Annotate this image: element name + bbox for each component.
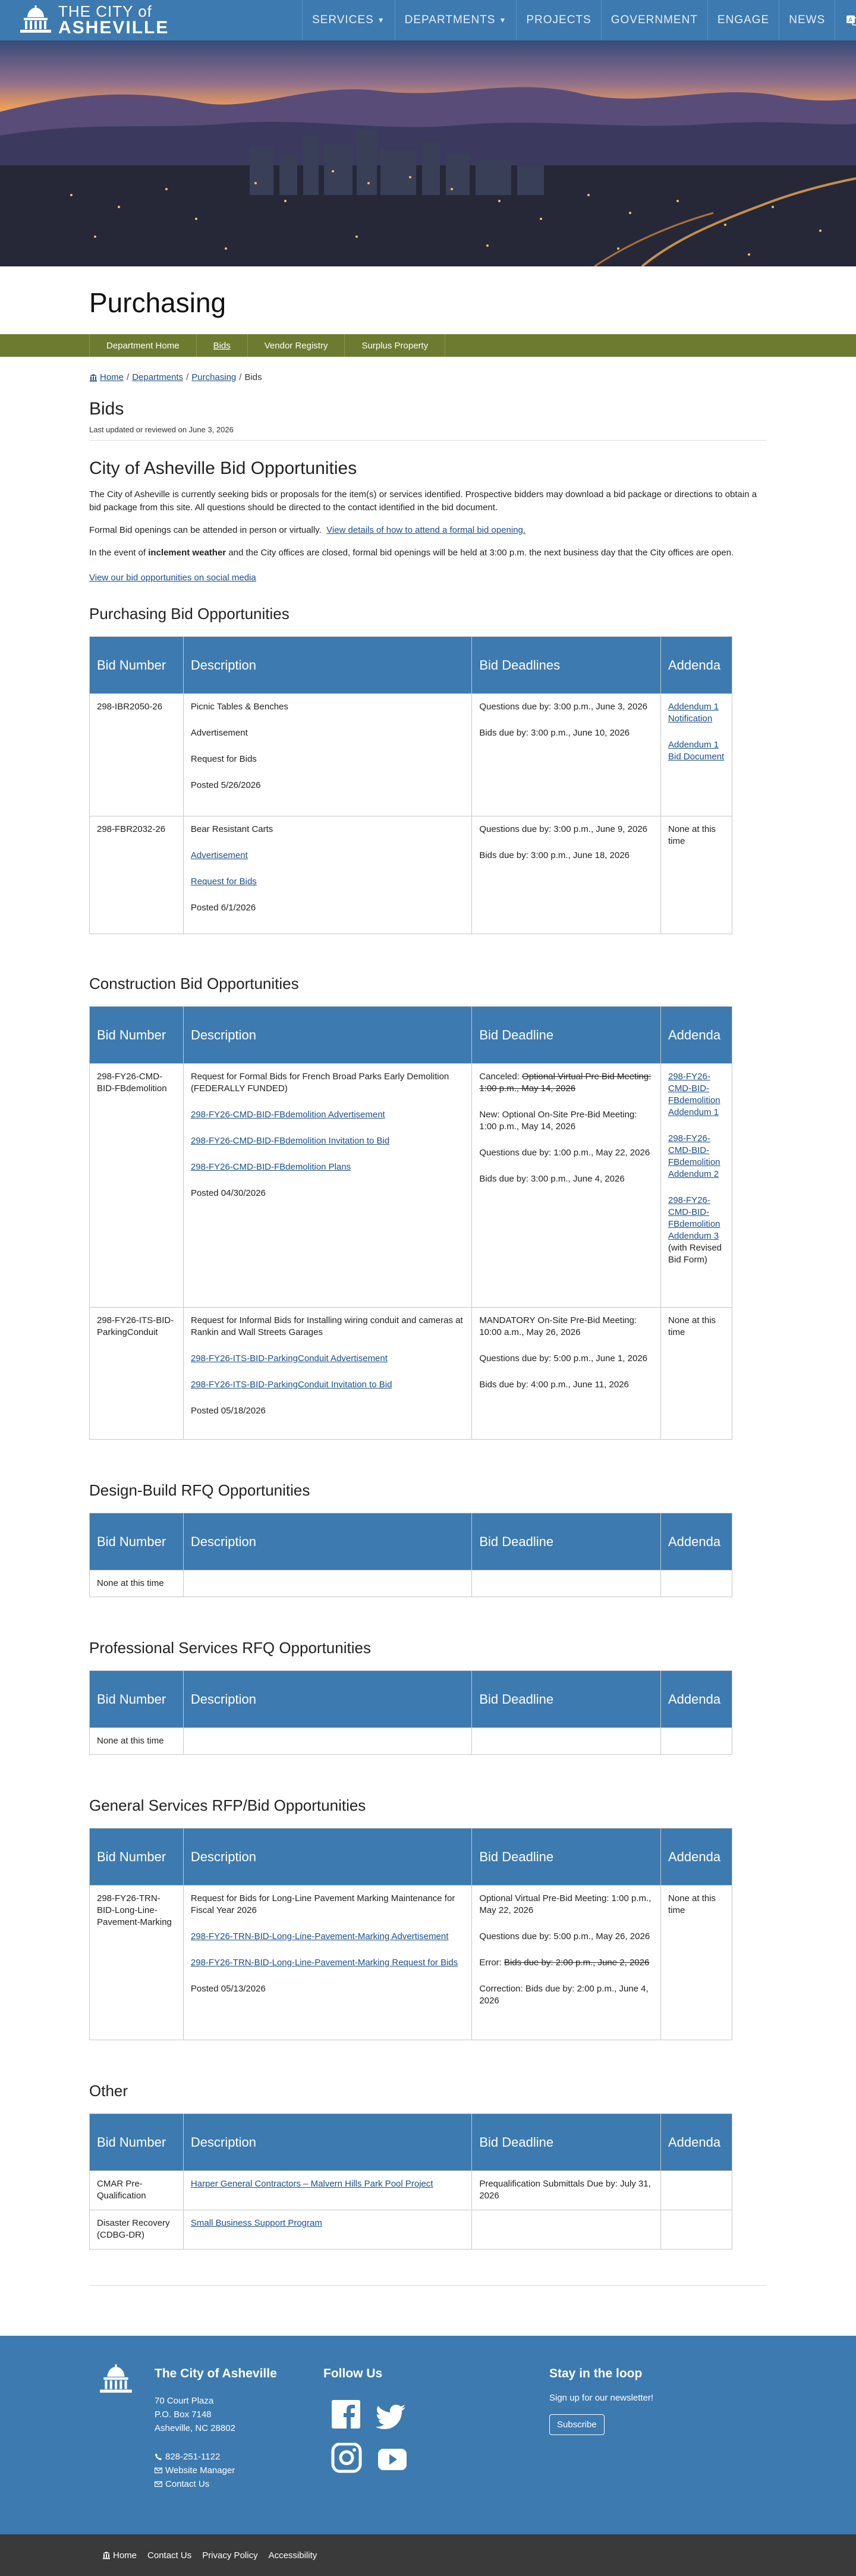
col-bid-deadline: Bid Deadline [472, 2114, 661, 2171]
contact-us-link[interactable] [155, 2477, 235, 2491]
footer-address [155, 2394, 235, 2435]
bid-number-cell: Disaster Recovery (CDBG-DR) [90, 2210, 184, 2250]
request-for-bids-text: Request for Bids [190, 754, 257, 764]
col-bid-number: Bid Number [90, 1513, 184, 1570]
col-addenda: Addenda [660, 1007, 732, 1064]
addenda-cell: None at this time [660, 1886, 732, 2040]
weather-text-b: and the City offices are closed, formal bid openings will be held at 3:00 p.m. the next business day that the City offices are open. [228, 548, 734, 558]
none-cell: None at this time [90, 1570, 184, 1597]
nav-government-label: GOVERNMENT [610, 14, 698, 26]
advertisement-link[interactable]: 298-FY26-CMD-BID-FBdemolition Advertisement [190, 1110, 385, 1120]
bottom-home-link[interactable] [102, 2550, 137, 2561]
subnav-bids[interactable]: Bids [197, 334, 248, 357]
description-cell [183, 1308, 471, 1440]
weather-text-a: In the event of [89, 548, 146, 558]
phone-number: 828-251-1122 [165, 2452, 221, 2462]
deadline-cell [472, 694, 661, 816]
posted-date: Posted 6/1/2026 [190, 903, 256, 913]
questions-due: Questions due by: 5:00 p.m., June 1, 2026 [479, 1353, 648, 1364]
posted-date: Posted 05/13/2026 [190, 1984, 266, 1994]
purchasing-section-title: Purchasing Bid Opportunities [89, 605, 289, 623]
newsletter-signup-text: Sign up for our newsletter! [549, 2393, 654, 2403]
other-section-title: Other [89, 2082, 128, 2100]
small-business-support-link[interactable]: Small Business Support Program [190, 2218, 322, 2228]
table-header-row [90, 1513, 732, 1570]
error-deadline-text: Bids due by: 2:00 p.m., June 2, 2026 [504, 1958, 650, 1968]
bids-due: Bids due by: 3:00 p.m., June 10, 2026 [479, 728, 630, 738]
mandatory-meeting: MANDATORY On-Site Pre-Bid Meeting: 10:00 a.m., May 26, 2026 [479, 1315, 637, 1337]
nav-engage[interactable] [707, 0, 779, 40]
stay-in-loop-title: Stay in the loop [549, 2367, 643, 2380]
questions-due: Questions due by: 1:00 p.m., May 22, 2026 [479, 1148, 650, 1158]
col-description: Description [183, 1829, 471, 1886]
addendum-3-link[interactable]: 298-FY26-CMD-BID-FBdemolition Addendum 3 [668, 1195, 720, 1241]
phone-icon [155, 2453, 162, 2461]
intro-paragraph: The City of Asheville is currently seeking bids or proposals for the item(s) or services identified. Prospective bidders may download a bid package or directions to obtain a bid package from this site. All questions should be directed to the contact identified in the bid document. [89, 489, 757, 513]
bid-number-cell: 298-FY26-TRN-BID-Long-Line-Pavement-Marking [90, 1886, 184, 2040]
city-hall-logo-icon [18, 5, 54, 35]
deadline-cell [472, 1064, 661, 1308]
other-table [89, 2113, 732, 2250]
address-line: Asheville, NC 28802 [155, 2423, 235, 2433]
nav-departments[interactable] [395, 0, 517, 40]
col-bid-number: Bid Number [90, 637, 184, 694]
description-title: Request for Informal Bids for Installing wiring conduit and cameras at Rankin and Wall Streets Garages [190, 1315, 463, 1337]
nav-departments-label: DEPARTMENTS [404, 14, 496, 26]
col-addenda: Addenda [661, 637, 732, 694]
table-row [90, 1728, 732, 1755]
col-addenda: Addenda [660, 1671, 732, 1728]
table-row [90, 1308, 732, 1440]
description-title: Picnic Tables & Benches [190, 702, 288, 712]
col-bid-number: Bid Number [90, 2114, 184, 2171]
request-for-bids-link[interactable]: 298-FY26-TRN-BID-Long-Line-Pavement-Marking Request for Bids [190, 1958, 458, 1968]
top-navigation [0, 0, 856, 40]
general-services-table [89, 1828, 732, 2040]
addendum-2-link[interactable]: 298-FY26-CMD-BID-FBdemolition Addendum 2 [668, 1133, 720, 1179]
description-cell [183, 1064, 471, 1308]
subnav-department-home[interactable]: Department Home [89, 334, 197, 357]
request-for-bids-link[interactable]: Request for Bids [190, 877, 257, 887]
malvern-hills-project-link[interactable]: Harper General Contractors – Malvern Hills Park Pool Project [190, 2179, 433, 2189]
questions-due: Questions due by: 3:00 p.m., June 3, 2026 [479, 702, 648, 712]
description-cell [183, 816, 471, 934]
table-header-row [90, 2114, 732, 2171]
breadcrumb-separator: / [186, 372, 189, 382]
footer-title: The City of Asheville [155, 2367, 277, 2380]
nav-news[interactable] [779, 0, 835, 40]
addenda-cell [661, 694, 732, 816]
translate-button[interactable] [835, 0, 856, 40]
professional-services-table [89, 1670, 732, 1755]
bid-opportunities-heading: City of Asheville Bid Opportunities [89, 458, 357, 478]
bottom-accessibility-link[interactable]: Accessibility [268, 2550, 317, 2561]
empty-cell [472, 1728, 661, 1755]
addendum-1-link[interactable]: 298-FY26-CMD-BID-FBdemolition Addendum 1 [668, 1072, 720, 1117]
empty-cell [183, 1570, 471, 1597]
breadcrumb-purchasing[interactable]: Purchasing [191, 372, 237, 382]
col-description: Description [183, 1007, 471, 1064]
description-title: Bear Resistant Carts [190, 824, 273, 834]
design-build-table [89, 1513, 732, 1597]
table-row [90, 1064, 732, 1308]
addendum-1-bid-document-link[interactable]: Addendum 1 Bid Document [668, 740, 725, 762]
follow-us-title: Follow Us [323, 2367, 383, 2380]
addendum-3-note: (with Revised Bid Form) [668, 1243, 722, 1265]
subscribe-button[interactable]: Subscribe [549, 2414, 605, 2435]
bids-due: Bids due by: 3:00 p.m., June 18, 2026 [479, 850, 630, 860]
skyline-illustration [0, 40, 856, 266]
col-addenda: Addenda [660, 1513, 732, 1570]
addendum-1-notification-link[interactable]: Addendum 1 Notification [668, 702, 719, 724]
subnav-vendor-registry[interactable]: Vendor Registry [248, 334, 345, 357]
col-bid-deadline: Bid Deadline [472, 1007, 661, 1064]
table-row [90, 2210, 732, 2250]
bottom-bar [0, 2534, 856, 2576]
col-bid-deadline: Bid Deadline [472, 1829, 661, 1886]
nav-news-label: NEWS [789, 14, 826, 26]
new-meeting: New: Optional On-Site Pre-Bid Meeting: 1:00 p.m., May 14, 2026 [479, 1110, 637, 1132]
bid-opening-details-link[interactable]: View details of how to attend a formal bid opening. [326, 525, 526, 535]
col-bid-number: Bid Number [90, 1671, 184, 1728]
breadcrumb-separator: / [239, 372, 242, 382]
deadline-cell [472, 1308, 661, 1440]
col-description: Description [183, 1513, 471, 1570]
page-title: Purchasing [89, 287, 226, 318]
breadcrumb-current: Bids [244, 372, 262, 382]
website-manager-label: Website Manager [165, 2465, 235, 2476]
construction-section-title: Construction Bid Opportunities [89, 975, 299, 992]
hero-image-asheville-skyline [0, 40, 856, 266]
bottom-contact-link[interactable]: Contact Us [147, 2550, 192, 2561]
col-addenda: Addenda [660, 1829, 732, 1886]
weather-paragraph [89, 546, 767, 560]
addenda-cell [660, 1064, 732, 1308]
design-build-section-title: Design-Build RFQ Opportunities [89, 1481, 310, 1499]
twitter-icon[interactable] [374, 2401, 408, 2432]
empty-cell [660, 1570, 732, 1597]
nav-services[interactable] [302, 0, 395, 40]
youtube-icon[interactable] [377, 2446, 410, 2477]
description-cell [183, 2210, 471, 2250]
general-services-section-title: General Services RFP/Bid Opportunities [89, 1796, 366, 1814]
table-row [90, 1886, 732, 2040]
nav-government[interactable] [601, 0, 707, 40]
svg-text:A: A [848, 17, 854, 24]
error-label: Error: [479, 1958, 502, 1968]
website-manager-link[interactable] [155, 2464, 235, 2477]
invitation-to-bid-link[interactable]: 298-FY26-ITS-BID-ParkingConduit Invitation to Bid [190, 1380, 392, 1390]
phone-link[interactable] [155, 2450, 235, 2464]
subnav-surplus-property[interactable]: Surplus Property [345, 334, 445, 357]
questions-due: Questions due by: 3:00 p.m., June 9, 2026 [479, 824, 648, 834]
description-title: Request for Bids for Long-Line Pavement Marking Maintenance for Fiscal Year 2026 [190, 1893, 455, 1915]
table-row [90, 1570, 732, 1597]
facebook-icon[interactable] [331, 2399, 364, 2430]
canceled-meeting [479, 1071, 653, 1095]
col-description: Description [183, 1671, 471, 1728]
pre-bid-meeting: Optional Virtual Pre-Bid Meeting: 1:00 p.m., May 22, 2026 [479, 1893, 652, 1915]
posted-date: Posted 5/26/2026 [190, 780, 261, 790]
nav-projects-label: PROJECTS [526, 14, 591, 26]
empty-cell [660, 2210, 732, 2250]
posted-date: Posted 04/30/2026 [190, 1188, 266, 1198]
description-cell [183, 2171, 471, 2210]
deadline-cell: Prequalification Submittals Due by: July 31, 2026 [472, 2171, 661, 2210]
breadcrumb [89, 372, 767, 382]
none-cell: None at this time [90, 1728, 184, 1755]
addenda-cell: None at this time [661, 816, 732, 934]
instagram-icon[interactable] [331, 2443, 364, 2474]
breadcrumb-home[interactable]: Home [100, 372, 124, 382]
content-divider [89, 2285, 767, 2286]
bottom-home-label: Home [113, 2550, 137, 2561]
col-bid-number: Bid Number [90, 1007, 184, 1064]
bid-opening-text: Formal Bid openings can be attended in person or virtually. [89, 525, 322, 535]
address-line: P.O. Box 7148 [155, 2409, 212, 2420]
bid-number-cell: 298-FY26-CMD-BID-FBdemolition [90, 1064, 184, 1308]
deadline-cell [472, 816, 661, 934]
weather-bold: inclement weather [148, 548, 226, 558]
addenda-cell: None at this time [660, 1308, 732, 1440]
description-title: Request for Formal Bids for French Broad Parks Early Demolition (FEDERALLY FUNDED) [190, 1072, 449, 1094]
construction-bids-table [89, 1006, 732, 1440]
building-icon [89, 373, 97, 382]
bids-heading: Bids [89, 399, 124, 419]
brand-line2: ASHEVILLE [58, 18, 169, 37]
canceled-label: Canceled: [479, 1072, 520, 1082]
table-header-row [90, 1007, 732, 1064]
bid-number-cell: 298-FY26-ITS-BID-ParkingConduit [90, 1308, 184, 1440]
site-footer [0, 2336, 856, 2534]
empty-cell [660, 2171, 732, 2210]
empty-cell [660, 1728, 732, 1755]
empty-cell [183, 1728, 471, 1755]
professional-section-title: Professional Services RFQ Opportunities [89, 1639, 371, 1657]
envelope-icon [155, 2467, 162, 2474]
bid-number-cell: 298-IBR2050-26 [90, 694, 184, 816]
table-header-row [90, 637, 732, 694]
col-bid-deadline: Bid Deadline [472, 1513, 661, 1570]
social-media-link[interactable]: View our bid opportunities on social media [89, 573, 256, 583]
nav-services-label: SERVICES [312, 14, 374, 26]
plans-link[interactable]: 298-FY26-CMD-BID-FBdemolition Plans [190, 1162, 351, 1172]
nav-projects[interactable] [516, 0, 600, 40]
invitation-to-bid-link[interactable]: 298-FY26-CMD-BID-FBdemolition Invitation to Bid [190, 1136, 390, 1146]
caret-down-icon: ▼ [499, 16, 507, 24]
canceled-meeting-text: Optional Virtual Pre Bid Meeting: 1:00 p.m., May 14, 2026 [479, 1072, 652, 1094]
brand-line1: THE CITY of [58, 2, 152, 20]
bottom-privacy-link[interactable]: Privacy Policy [202, 2550, 258, 2561]
table-row [90, 816, 732, 934]
description-cell [183, 694, 471, 816]
department-subnav [0, 334, 856, 357]
city-logo[interactable] [18, 4, 169, 37]
social-paragraph [89, 571, 767, 585]
translate-icon [846, 14, 856, 27]
col-bid-deadline: Bid Deadline [472, 1671, 661, 1728]
bid-number-cell: 298-FBR2032-26 [90, 816, 184, 934]
table-header-row [90, 1671, 732, 1728]
col-description: Description [183, 637, 471, 694]
posted-date: Posted 05/18/2026 [190, 1406, 266, 1416]
table-row [90, 694, 732, 816]
footer-contact-links [155, 2450, 235, 2491]
questions-due: Questions due by: 5:00 p.m., May 26, 2026 [479, 1931, 650, 1942]
deadline-cell [472, 2210, 661, 2250]
city-hall-logo-icon [97, 2364, 134, 2395]
bid-opening-paragraph [89, 524, 767, 537]
bid-number-cell: CMAR Pre-Qualification [90, 2171, 184, 2210]
nav-engage-label: ENGAGE [717, 14, 770, 26]
advertisement-link[interactable]: Advertisement [190, 850, 248, 860]
caret-down-icon: ▼ [377, 16, 385, 24]
envelope-icon [155, 2480, 162, 2488]
bids-due: Bids due by: 3:00 p.m., June 4, 2026 [479, 1174, 625, 1184]
error-deadline [479, 1957, 653, 1969]
col-addenda: Addenda [660, 2114, 732, 2171]
breadcrumb-departments[interactable]: Departments [132, 372, 184, 382]
address-line: 70 Court Plaza [155, 2396, 214, 2406]
col-bid-deadlines: Bid Deadlines [472, 637, 661, 694]
description-cell [183, 1886, 471, 2040]
empty-cell [472, 1570, 661, 1597]
contact-us-label: Contact Us [165, 2479, 210, 2489]
col-bid-number: Bid Number [90, 1829, 184, 1886]
main-menu [302, 0, 856, 40]
advertisement-link[interactable]: 298-FY26-TRN-BID-Long-Line-Pavement-Marking Advertisement [190, 1931, 449, 1942]
table-header-row [90, 1829, 732, 1886]
purchasing-bids-table [89, 636, 732, 934]
advertisement-text: Advertisement [190, 728, 248, 738]
breadcrumb-separator: / [127, 372, 130, 382]
corrected-deadline: Correction: Bids due by: 2:00 p.m., June 4, 2026 [479, 1984, 649, 2006]
deadline-cell [472, 1886, 661, 2040]
col-description: Description [183, 2114, 471, 2171]
bids-due: Bids due by: 4:00 p.m., June 11, 2026 [479, 1380, 629, 1390]
advertisement-link[interactable]: 298-FY26-ITS-BID-ParkingConduit Advertisement [190, 1353, 388, 1364]
last-updated: Last updated or reviewed on June 3, 2026 [89, 425, 767, 441]
building-icon [102, 2551, 111, 2559]
table-row [90, 2171, 732, 2210]
